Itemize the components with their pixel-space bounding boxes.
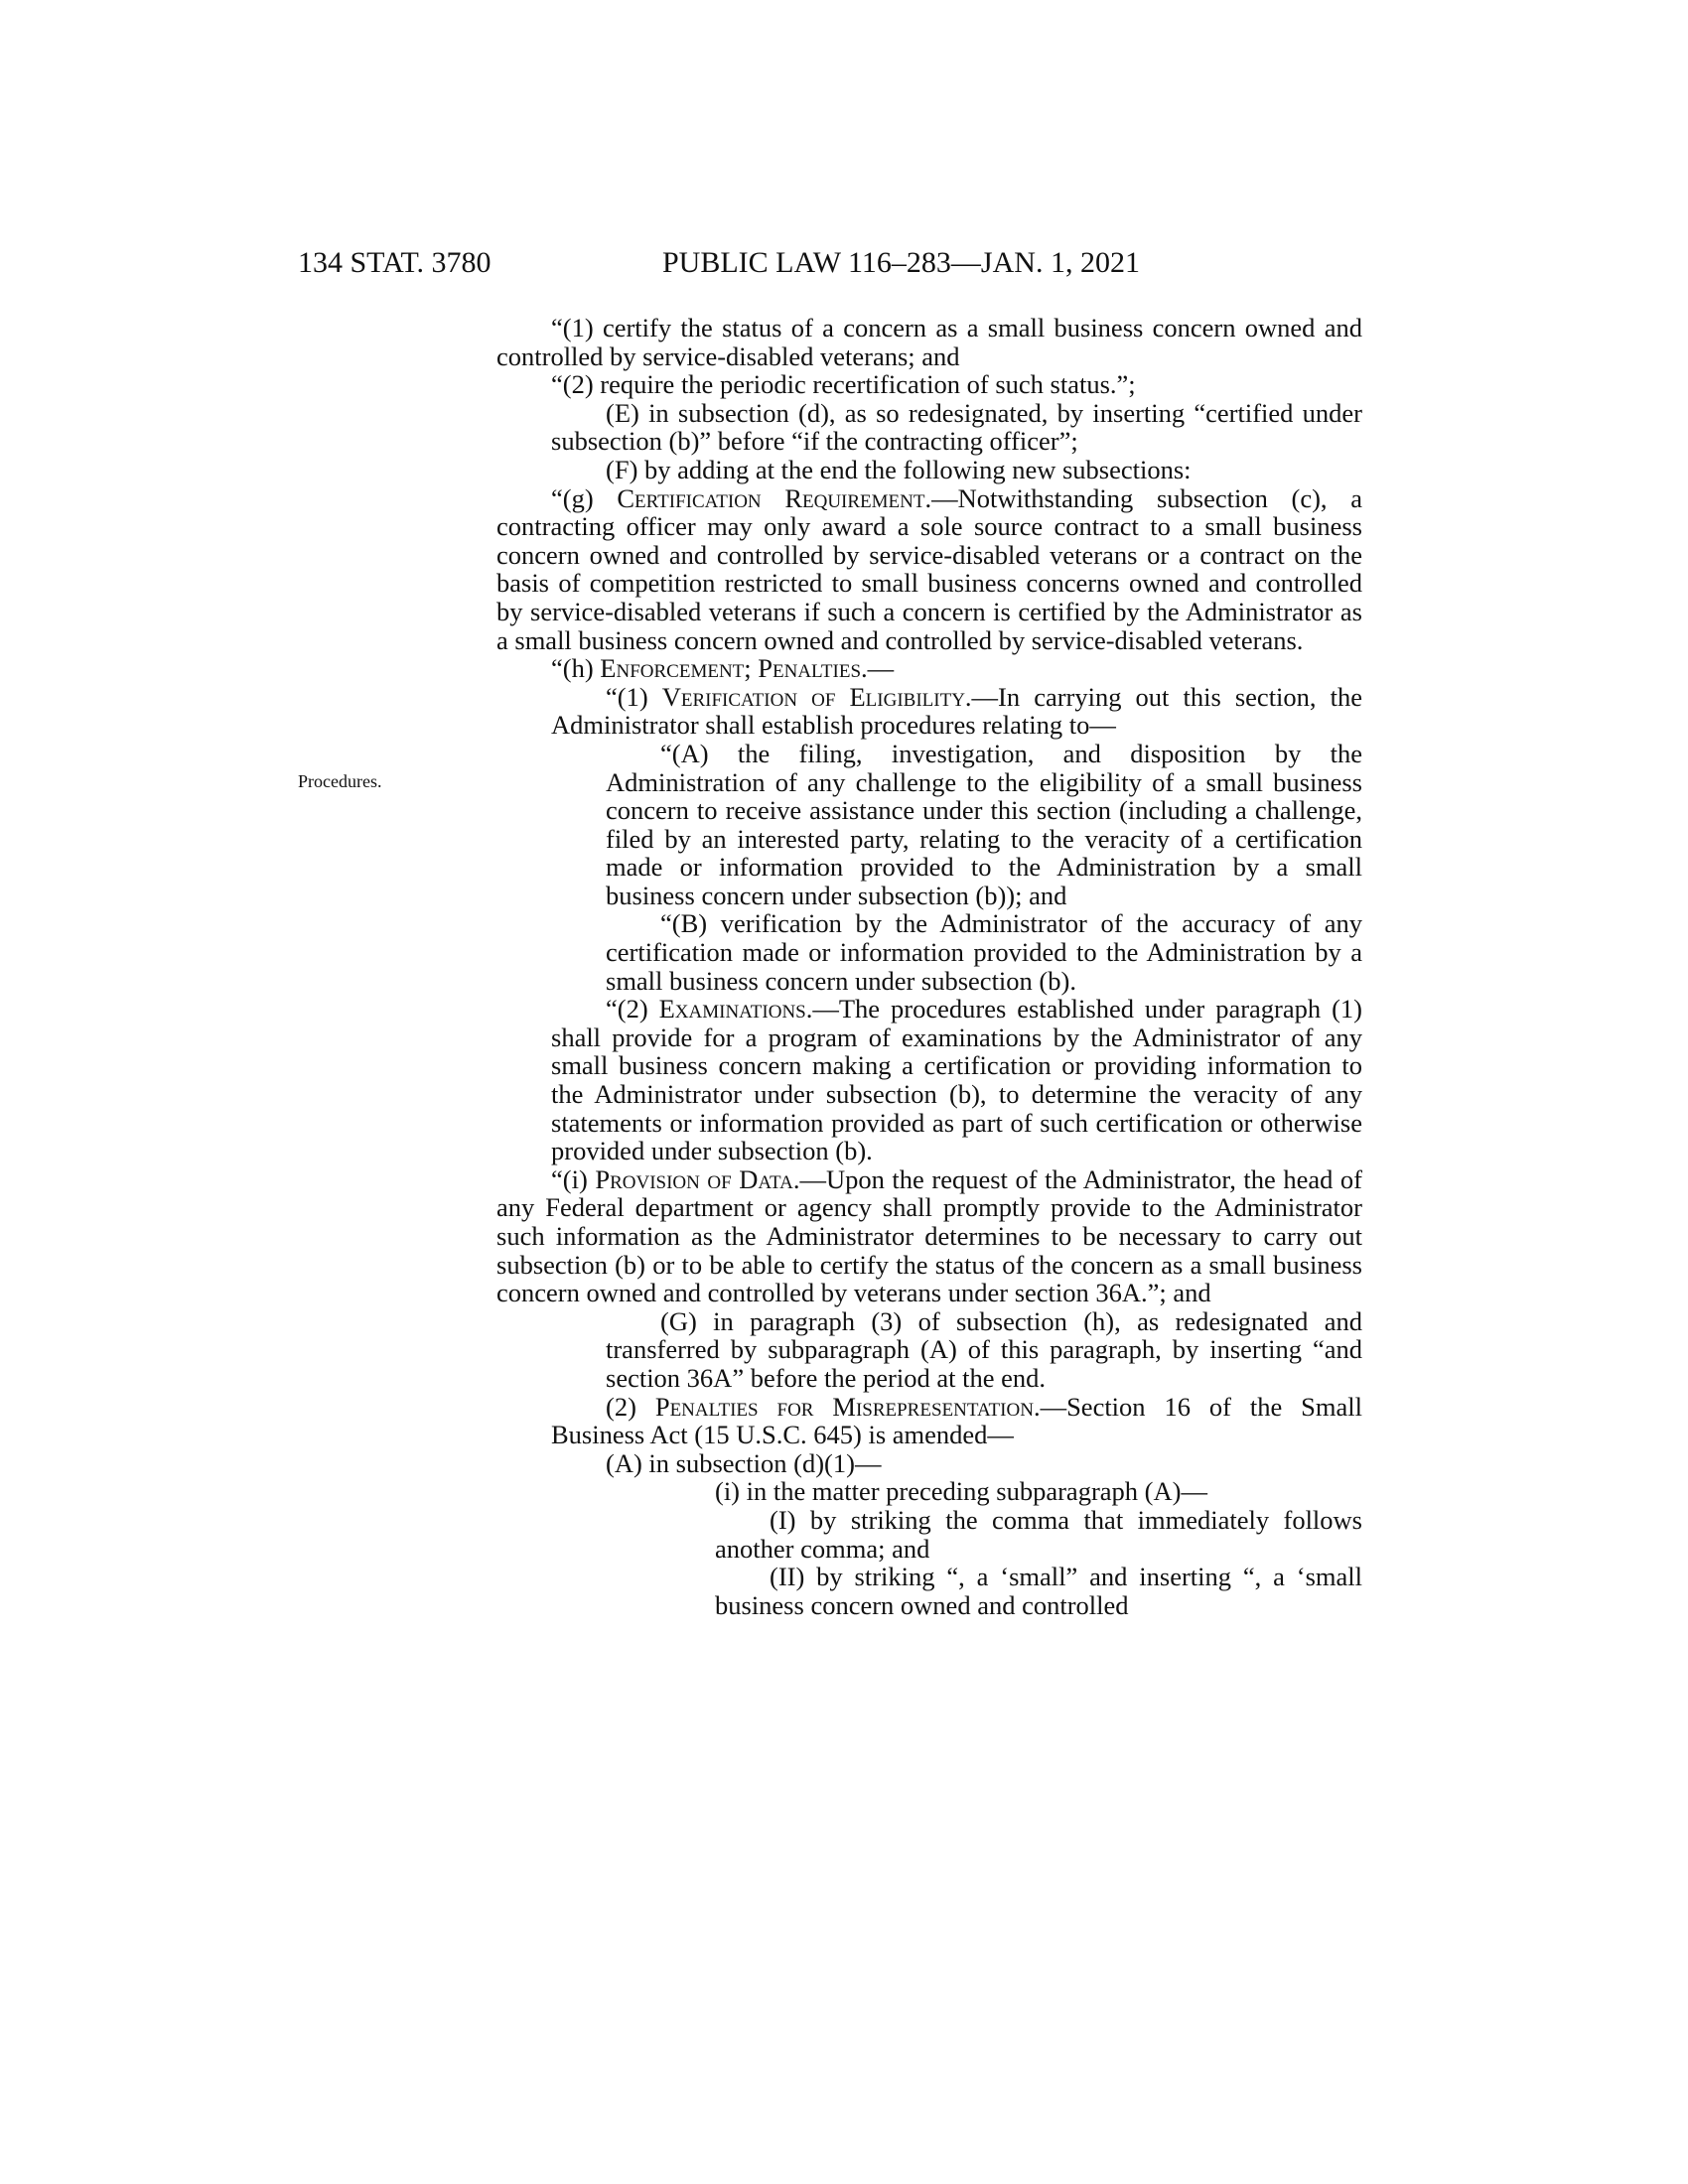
- subparagraph-a-subsection-d1: (A) in subsection (d)(1)—: [606, 1447, 882, 1478]
- provision-heading: Provision of Data: [595, 1163, 793, 1194]
- clause-b-verification: “(B) verification by the Administrator of the accuracy of any certification made or information provided to the Administration by a small business concern under subsection (b).: [606, 908, 1362, 996]
- provision-text: .—Upon the request of the Administrator, the head of any Federal department or agency shall promptly provide to the Administrator such information as the Administrator determines to be necessary to carry out subsection (b) or to be able to certify the status of the concern as a small business concern owned and controlled by veterans under section 36A.”; and: [496, 1163, 1362, 1308]
- margin-note-procedures: Procedures.: [298, 771, 382, 791]
- subparagraph-g: (G) in paragraph (3) of subsection (h), as redesignated and transferred by subparagraph (A) of this paragraph, by inserting “and section 36A” before the period at the end.: [606, 1305, 1362, 1393]
- paragraph-verification-of-eligibility: [551, 683, 1362, 740]
- subsection-g-certification-requirement: [496, 484, 1362, 655]
- subsection-i-provision-of-data: [496, 1165, 1362, 1307]
- examinations-heading: Examinations: [658, 994, 806, 1024]
- clause-a-filing-investigation: “(A) the filing, investigation, and disposition by the Administration of any challenge to the eligibility of a small business concern to receive assistance under this section (including a challenge, filed by an interested party, relating to the veracity of a certification made or information provided to the Administration by a small business concern under subsection (b)); and: [606, 738, 1362, 910]
- subclause-ii-striking-small: (II) by striking “, a ‘small” and inserting “, a ‘small business concern owned and controlled: [715, 1562, 1362, 1620]
- page-reference: 134 STAT. 3780: [298, 246, 492, 279]
- penalties-heading: Penalties for Misrepresentation: [654, 1391, 1034, 1422]
- subclause-i-striking-comma: (I) by striking the comma that immediately follows another comma; and: [715, 1504, 1362, 1564]
- verification-text: .—In carrying out this section, the Administrator shall establish procedures relating to—: [551, 681, 1362, 741]
- running-header: [298, 243, 1362, 283]
- subparagraph-e-text: (E) in subsection (d), as so redesignated, by inserting “certified under subsection (b)” before “if the contracting officer”;: [551, 397, 1362, 457]
- penalties-text: .—Section 16 of the Small Business Act (15 U.S.C. 645) is amended—: [551, 1391, 1363, 1450]
- paragraph-examinations: [551, 995, 1362, 1165]
- verification-lead: “(1): [606, 681, 662, 712]
- subsection-h-lead: “(h): [551, 653, 601, 684]
- subparagraph-e: [551, 399, 1362, 456]
- subparagraph-f: (F) by adding at the end the following new subsections:: [606, 454, 1192, 484]
- paragraph-periodic-recertification: “(2) require the periodic recertification of such status.”;: [551, 369, 1136, 400]
- penalties-lead: (2): [606, 1391, 655, 1422]
- provision-lead: “(i): [551, 1163, 596, 1194]
- clause-i-matter-preceding: (i) in the matter preceding subparagraph (A)—: [715, 1476, 1207, 1507]
- verification-heading: Verification of Eligibility: [661, 681, 965, 712]
- subsection-h-heading: Enforcement; Penalties: [600, 653, 862, 684]
- public-law-title: PUBLIC LAW 116–283—JAN. 1, 2021: [662, 246, 1140, 279]
- paragraph-penalties-for-misrepresentation: [551, 1393, 1362, 1449]
- subsection-g-lead: “(g): [551, 482, 618, 513]
- subsection-g-text: .—Notwithstanding subsection (c), a contracting officer may only award a sole source contract to a small business concern owned and controlled by service-disabled veterans or a contract on the basis of competition restricted to small business concerns owned and controlled by service-disabled veterans if such a concern is certified by the Administrator as a small business concern owned and controlled by service-disabled veterans.: [496, 482, 1362, 655]
- subsection-h-text: .—: [861, 653, 895, 684]
- statute-body: [298, 314, 1362, 1619]
- paragraph-certify-status: “(1) certify the status of a concern as a small business concern owned and controlled by service-disabled veterans; and: [496, 313, 1362, 371]
- examinations-text: .—The procedures established under paragraph (1) shall provide for a program of examinations by the Administrator of any small business concern making a certification or providing information to the Administrator under subsection (b), to determine the veracity of any statements or information provided as part of such certification or otherwise provided under subsection (b).: [551, 994, 1362, 1166]
- subsection-g-heading: Certification Requirement: [617, 482, 925, 513]
- subsection-h-enforcement: [496, 654, 1362, 683]
- examinations-lead: “(2): [606, 994, 659, 1024]
